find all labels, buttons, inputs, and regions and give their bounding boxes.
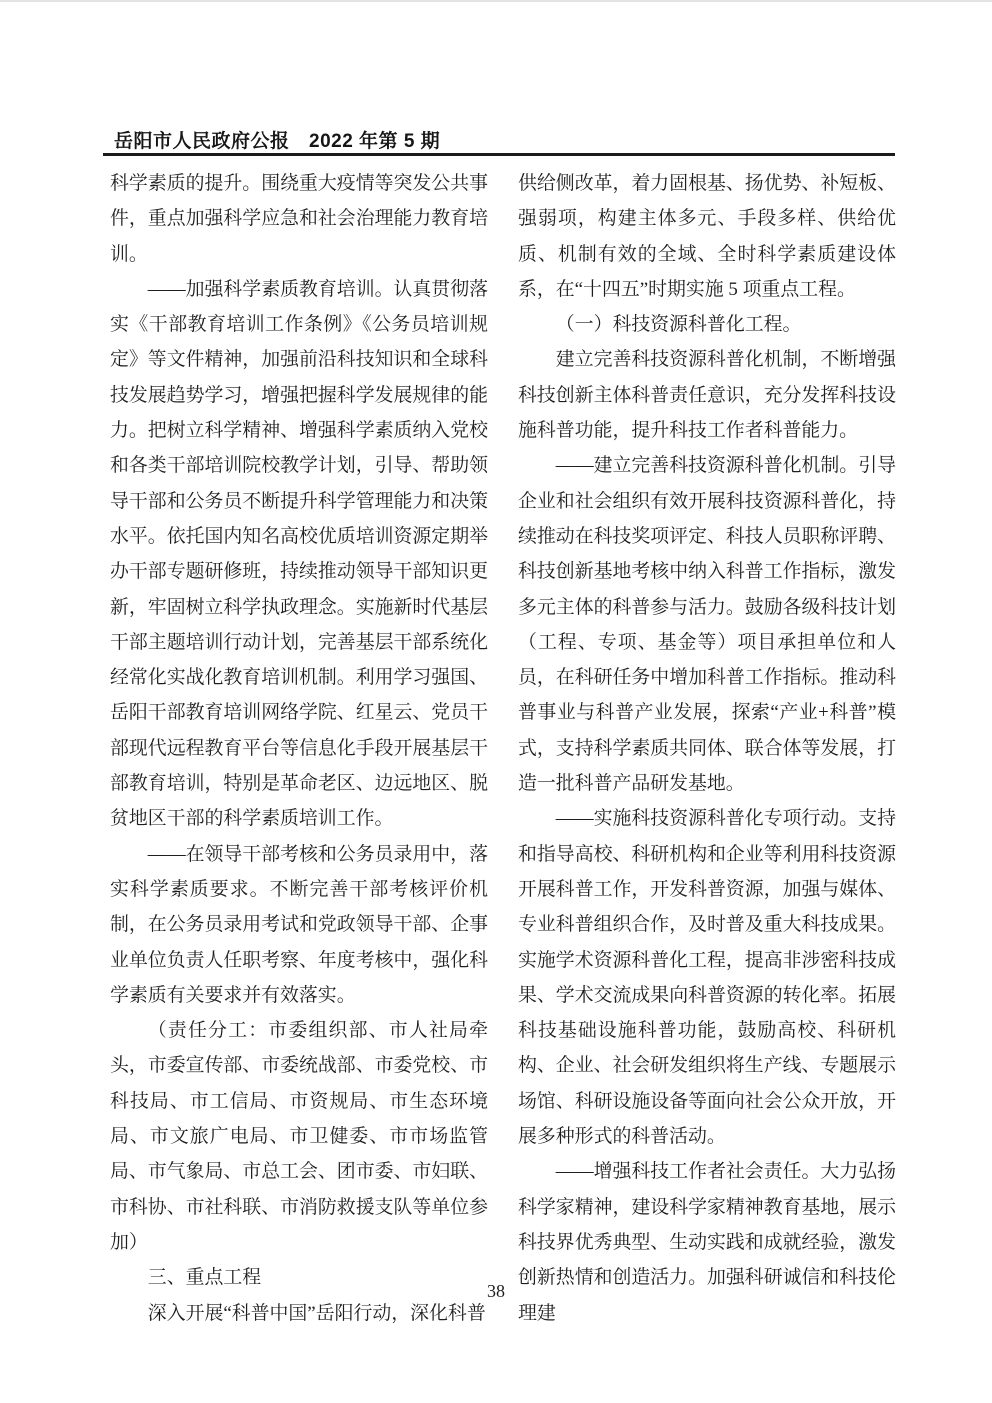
right-column [518,166,896,1331]
two-column-body [110,166,896,1331]
paragraph: ——加强科学素质教育培训。认真贯彻落实《干部教育培训工作条例》《公务员培训规定》等文件精神，加强前沿科技知识和全球科技发展趋势学习，增强把握科学发展规律的能力。把树立科学精神、增强科学素质纳入党校和各类干部培训院校教学计划，引导、帮助领导干部和公务员不断提升科学管理能力和决策水平。依托国内知名高校优质培训资源定期举办干部专题研修班，持续推动领导干部知识更新，牢固树立科学执政理念。实施新时代基层干部主题培训行动计划，完善基层干部系统化经常化实战化教育培训机制。利用学习强国、岳阳干部教育培训网络学院、红星云、党员干部现代远程教育平台等信息化手段开展基层干部教育培训，特别是革命老区、边远地区、脱贫地区干部的科学素质培训工作。 [110,278,488,830]
header-rule [103,153,895,156]
subsection-heading: （一）科技资源科普化工程。 [555,314,802,336]
paragraph: ——在领导干部考核和公务员录用中，落实科学素质要求。不断完善干部考核评价机制，在公务员录用考试和党政领导干部、企事业单位负责人任职考察、年度考核中，强化科学素质有关要求并有效落实。 [110,843,488,1006]
section-heading: 三、重点工程 [147,1267,262,1289]
paragraph: 建立完善科技资源科普化机制，不断增强科技创新主体科普责任意识，充分发挥科技设施科普功能，提升科技工作者科普能力。 [518,349,896,442]
paragraph: ——建立完善科技资源科普化机制。引导企业和社会组织有效开展科技资源科普化，持续推动在科技奖项评定、科技人员职称评聘、科技创新基地考核中纳入科普工作指标，激发多元主体的科普参与活力。鼓励各级科技计划（工程、专项、基金等）项目承担单位和人员，在科研任务中增加科普工作指标。推动科普事业与科普产业发展，探索“产业+科普”模式，支持科学素质共同体、联合体等发展，打造一批科普产品研发基地。 [518,455,896,795]
page-number: 38 [487,1281,505,1301]
paragraph: 深入开展“科普中国”岳阳行动，深化科普 [147,1302,486,1324]
paragraph-responsibility: （责任分工：市委组织部、市人社局牵头，市委宣传部、市委统战部、市委党校、市科技局、市工信局、市资规局、市生态环境局、市文旅广电局、市卫健委、市市场监管局、市气象局、市总工会、团市委、市妇联、市科协、市社科联、市消防救援支队等单位参加） [110,1020,488,1253]
paragraph-continuation: 科学素质的提升。围绕重大疫情等突发公共事件，重点加强科学应急和社会治理能力教育培训。 [110,173,488,265]
page-top-edge [0,0,992,2]
page-header-title: 岳阳市人民政府公报 2022 年第 5 期 [114,131,441,152]
paragraph-continuation: 供给侧改革，着力固根基、扬优势、补短板、强弱项，构建主体多元、手段多样、供给优质、机制有效的全域、全时科学素质建设体系，在“十四五”时期实施 5 项重点工程。 [518,173,896,300]
left-column [110,166,488,1331]
paragraph: ——增强科技工作者社会责任。大力弘扬科学家精神，建设科学家精神教育基地，展示科技界优秀典型、生动实践和成就经验，激发创新热情和创造活力。加强科研诚信和科技伦理建 [518,1161,896,1324]
paragraph: ——实施科技资源科普化专项行动。支持和指导高校、科研机构和企业等利用科技资源开展科普工作，开发科普资源，加强与媒体、专业科普组织合作，及时普及重大科技成果。实施学术资源科普化工程，提高非涉密科技成果、学术交流成果向科普资源的转化率。拓展科技基础设施科普功能，鼓励高校、科研机构、企业、社会研发组织将生产线、专题展示场馆、科研设施设备等面向社会公众开放，开展多种形式的科普活动。 [518,808,896,1148]
